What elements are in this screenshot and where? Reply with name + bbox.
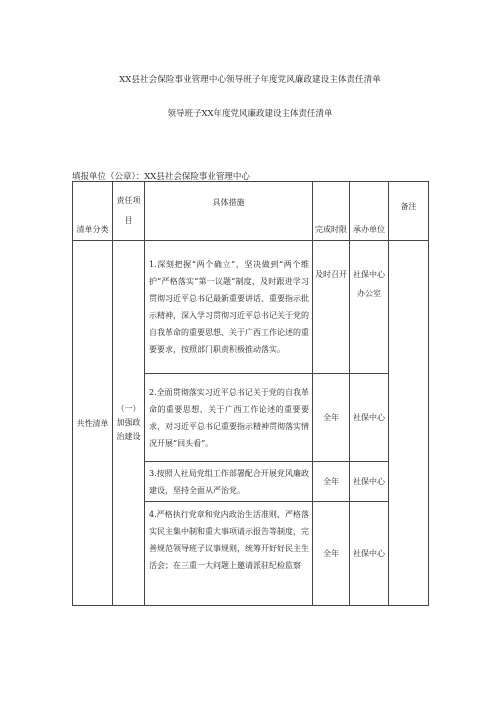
unit-cell: 社保中心办公室 xyxy=(350,241,389,374)
item-cell: （一）加强政治建设 xyxy=(113,241,145,606)
note-cell xyxy=(389,241,429,606)
measure-cell: 3.按照人社局党组工作部署配合开展党风廉政建设，坚持全面从严治党。 xyxy=(145,462,313,502)
deadline-cell: 全年 xyxy=(313,502,350,606)
reporting-unit-line: 填报单位（公章）：XX县社会保险事业管理中心 xyxy=(72,172,250,182)
header-note: 备注 xyxy=(389,182,429,241)
document-title: XX县社会保险事业管理中心领导班子年度党风廉政建设主体责任清单 xyxy=(119,75,381,85)
table-header-row xyxy=(73,182,429,241)
unit-cell: 社保中心 xyxy=(350,502,389,606)
unit-cell: 社保中心 xyxy=(350,462,389,502)
header-category: 清单分类 xyxy=(73,182,113,241)
deadline-cell: 全年 xyxy=(313,462,350,502)
table-row xyxy=(73,241,429,374)
measure-cell: 1.深刻把握“两个确立”，坚决做到“两个维护”严格落实“第一议题”制度，及时跟进学习贯彻习近平总书记最新重要讲话、重要指示批示精神，深入学习贯彻习近平总书记关于党的自我革命的重要思想、关于广西工作论述的重要要求，按照部门职责积极推动落实。 xyxy=(145,241,313,374)
deadline-cell: 全年 xyxy=(313,374,350,462)
header-unit: 承办单位 xyxy=(350,182,389,241)
measure-cell: 2.全面贯彻落实习近平总书记关于党的自我革命的重要思想、关于广西工作论述的重要要求，对习近平总书记重要指示精神贯彻落实情况开展“回头看”。 xyxy=(145,374,313,462)
header-deadline: 完成时限 xyxy=(313,182,350,241)
measure-cell: 4.严格执行党章和党内政治生活准则，严格落实民主集中制和重大事项请示报告等制度，完善规范领导班子议事规则，统筹开好好民主生活会；在三重一大问题上邀请派驻纪检监察 xyxy=(145,502,313,606)
category-cell: 共性清单 xyxy=(73,241,113,606)
document-subtitle: 领导班子XX年度党风廉政建设主体责任清单 xyxy=(167,109,333,119)
responsibility-table xyxy=(72,181,429,606)
header-item: 责任项目 xyxy=(113,182,145,241)
header-measures: 具体措施 xyxy=(145,182,313,241)
deadline-cell: 及时召开 xyxy=(313,241,350,374)
unit-cell: 社保中心 xyxy=(350,374,389,462)
